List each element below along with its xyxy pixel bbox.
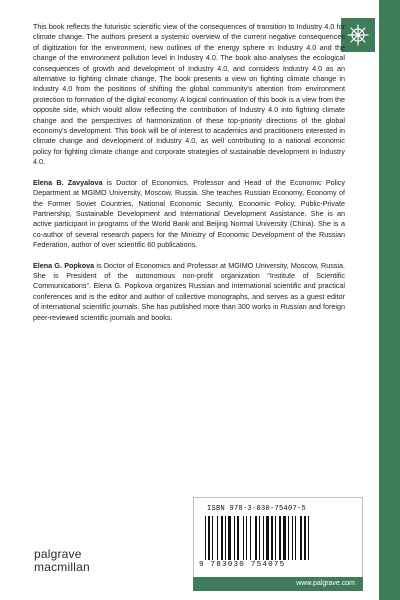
back-cover-text (33, 22, 345, 333)
springer-horse-icon (341, 18, 375, 52)
book-blurb: This book reflects the futuristic scientific view of the consequences of transition to Industry 4.0 for climate change. The authors present a systemic overview of the current negative consequences of digitization for the environment, new outlines of the energy sphere in Industry 4.0 and the change of the environment pollution level in Industry 4.0. The book also analyses the ecological consequences of growth and development of Industry 4.0, and considers Industry 4.0 as an alternative to fighting climate change. The book presents a view on fighting climate change in Industry 4.0 from the positions of shifting the global community's attention from environment protection to formation of the digital economy. A logical continuation of this book is a view from the opposite side, which would allow reflecting the contribution of Industry 4.0 into fighting climate change and the perspectives of harmonization of these top-priority directions of the global economy's development. This book will be of interest to academics and practitioners interested in climate change and development of Industry 4.0, as well contributing to a national economic policy for fighting climate change and corporate strategies of sustainable development in Industry 4.0. (33, 22, 345, 167)
isbn-label: ISBN 978-3-030-75407-5 (207, 505, 307, 513)
author1-bio-paragraph (33, 178, 345, 251)
barcode-bar (300, 516, 302, 560)
author2-name: Elena G. Popkova (33, 260, 95, 270)
publisher-website[interactable]: www.palgrave.com (193, 577, 363, 591)
barcode-bar (275, 516, 276, 560)
barcode-bar (250, 516, 251, 560)
author1-name: Elena B. Zavyalova (33, 177, 103, 187)
barcode-bar (308, 516, 309, 560)
barcode-bar (217, 516, 218, 560)
barcode-bar (246, 516, 247, 560)
barcode-bar (266, 516, 269, 560)
barcode-bar (234, 516, 235, 560)
barcode-bar (271, 516, 273, 560)
barcode-bar (212, 516, 213, 560)
barcode-bar (292, 516, 293, 560)
publisher-logo-line1: palgrave (34, 547, 82, 561)
spine-strip (379, 0, 400, 600)
publisher-logo (34, 548, 90, 574)
barcode-bar (225, 516, 226, 560)
barcode-bar (263, 516, 264, 560)
barcode-bar (304, 516, 306, 560)
barcode-bar (221, 516, 223, 560)
barcode-bar (237, 516, 239, 560)
barcode-bar (259, 516, 260, 560)
barcode-bar (255, 516, 257, 560)
barcode-bar (283, 516, 286, 560)
barcode-bar (205, 516, 206, 560)
publisher-logo-line2: macmillan (34, 560, 90, 574)
author2-bio-paragraph (33, 261, 345, 323)
barcode-bar (228, 516, 231, 560)
barcode-bar (243, 516, 244, 560)
author1-bio: is Doctor of Economics, Professor and Head of the Economic Policy Department at MGIMO University, Moscow, Russia. She teaches Russian Economy, Economy of the Former Soviet Countries, National Economic Security, Economic Policy, Public-Private Partnership, Sustainable Development and International Development Assistance. She is an active participant in programs of the World Bank and Beijing Normal University (China). She is a co-author of several research papers for the Ministry of Economic Development of the Russian Federation, author of over scientific 60 publications. (33, 177, 345, 250)
barcode-bar (288, 516, 289, 560)
author2-bio: is Doctor of Economics and Professor at MGIMO University, Moscow, Russia. She is President of the autonomous non-profit organization “Institute of Scientific Communications”. Elena G. Popkova organizes Russian and international scientific and practical conferences and is the editor and author of collective monographs, and serves as a guest editor of international scientific journals. She has published more than 300 works in Russian and foreign peer-reviewed scientific journals and books. (33, 260, 345, 322)
barcode-digits: 9 783030 754075 (199, 561, 286, 569)
barcode-bar (279, 516, 281, 560)
barcode (205, 516, 349, 560)
barcode-bar (295, 516, 296, 560)
barcode-bar (208, 516, 210, 560)
